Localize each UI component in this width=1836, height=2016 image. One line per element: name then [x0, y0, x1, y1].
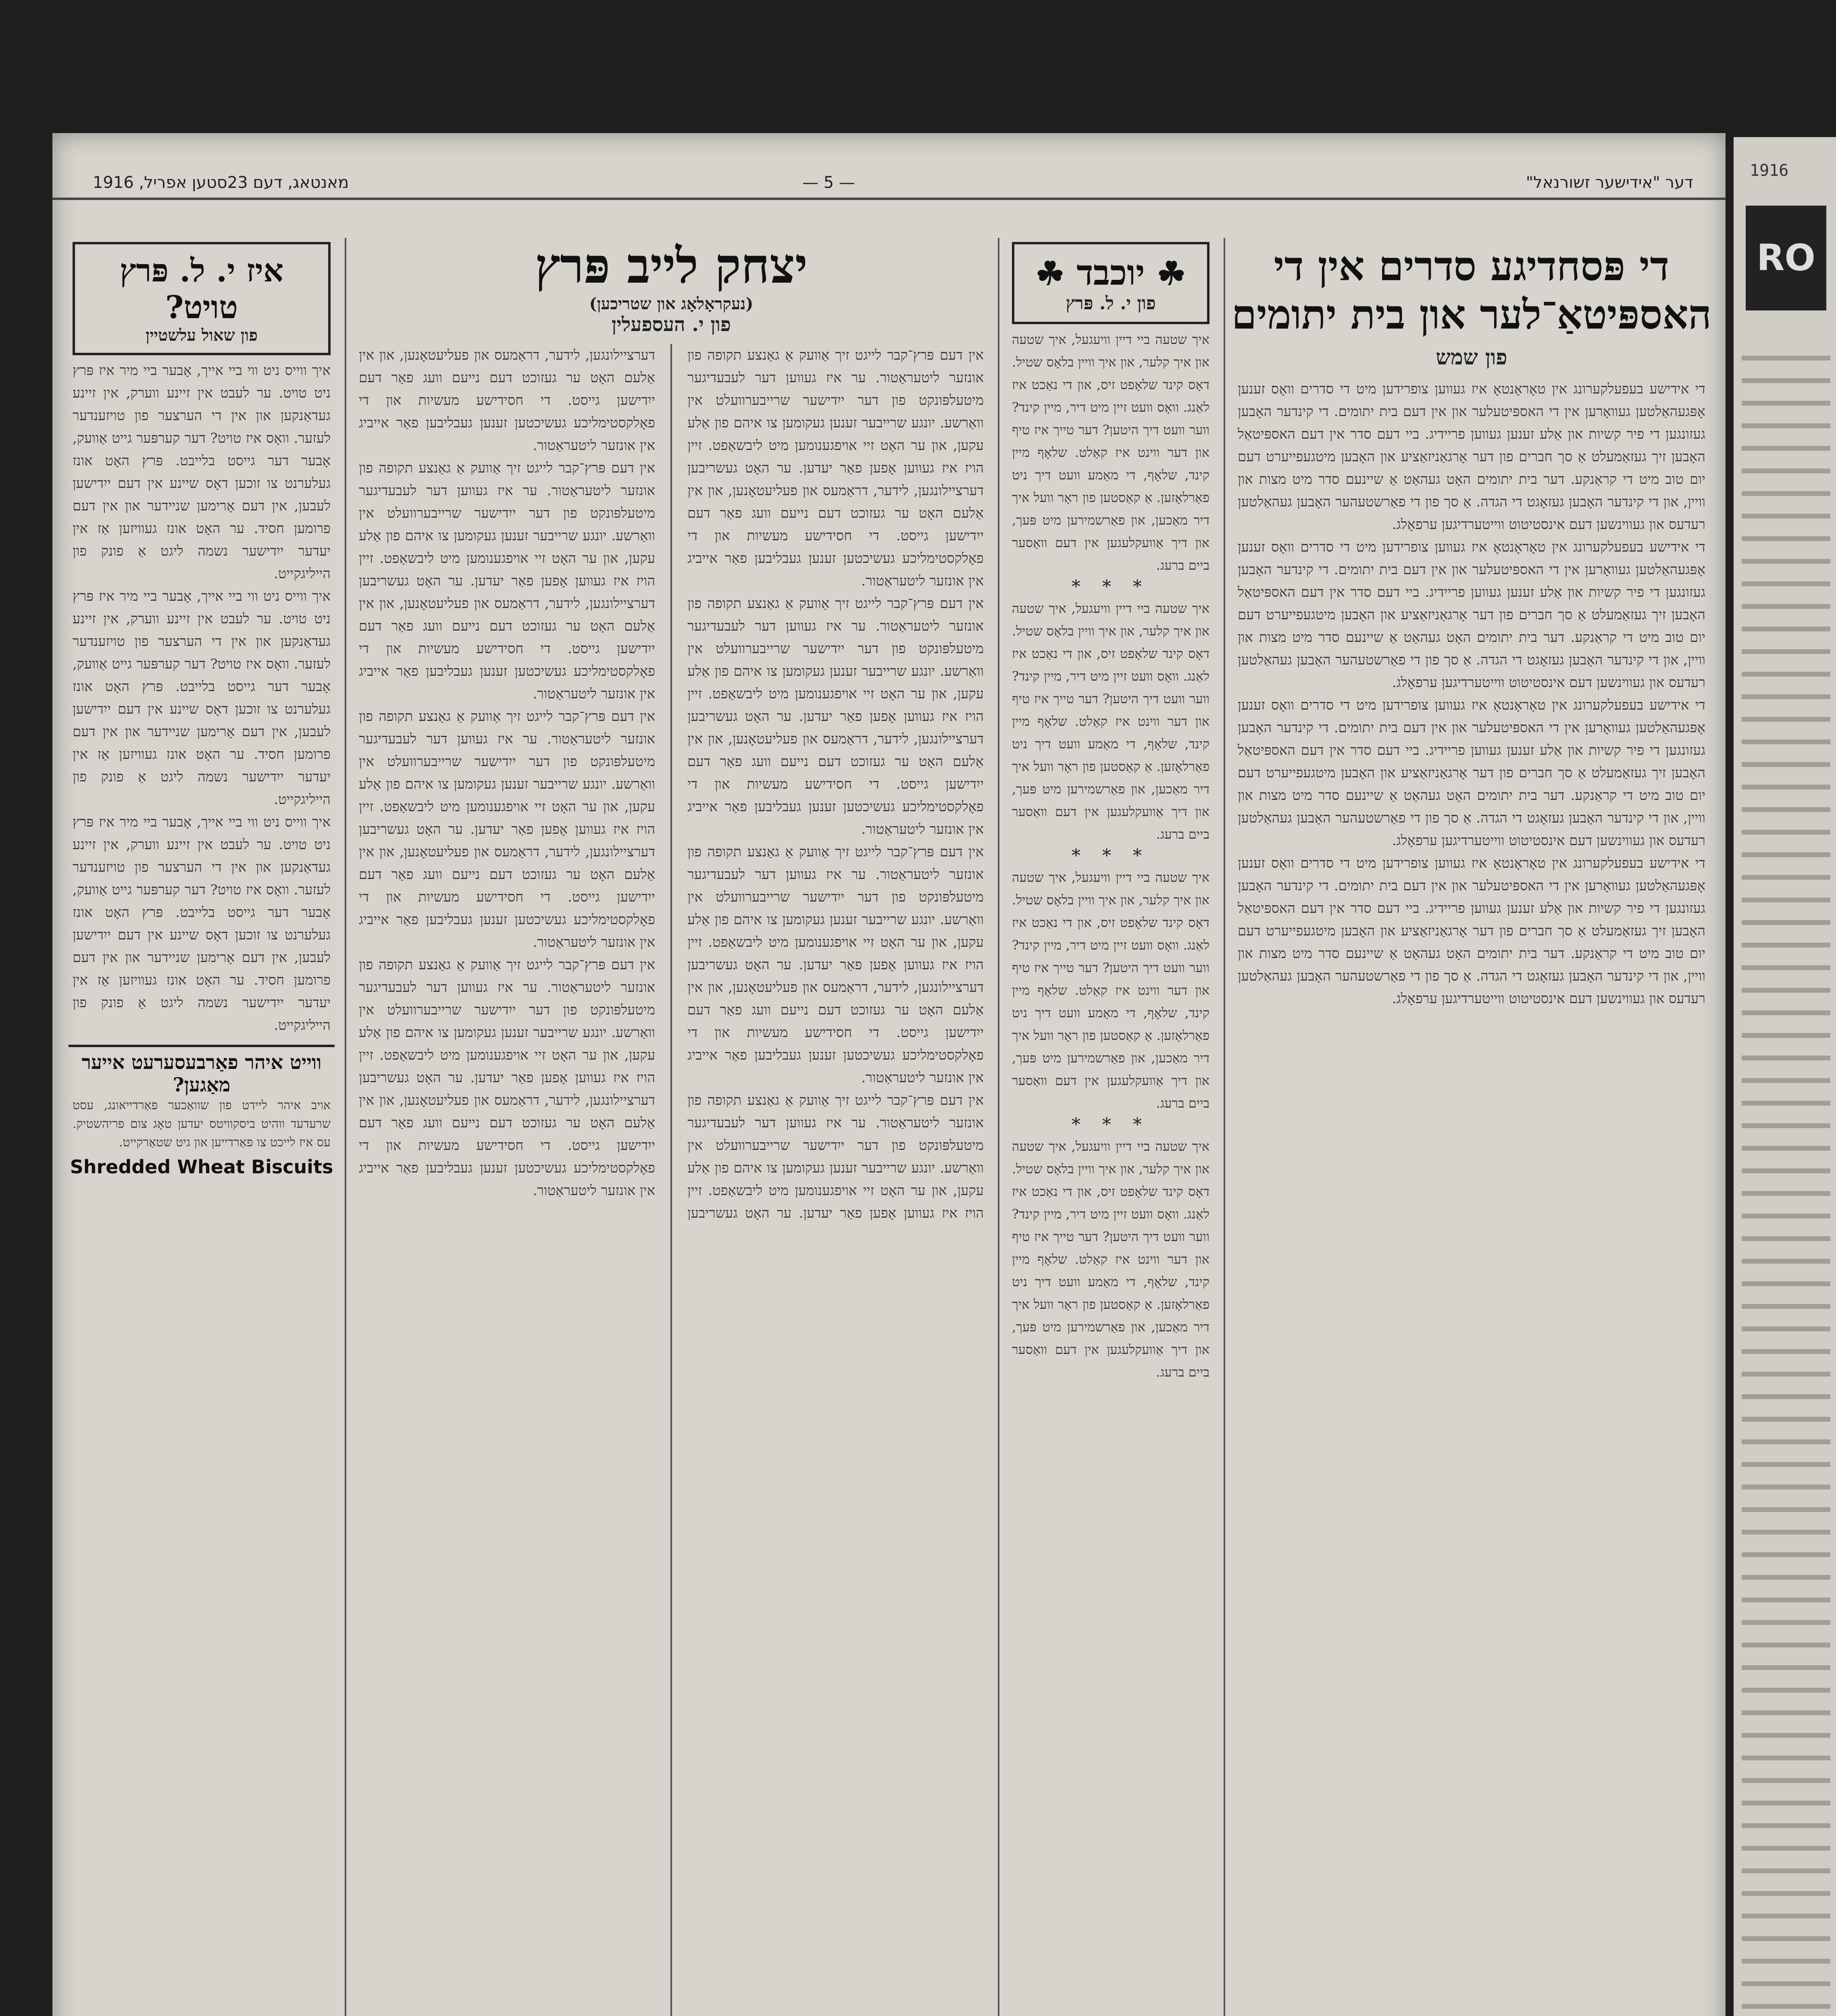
newspaper-page	[52, 133, 1726, 2016]
header-paper-name: דער "אידישער זשורנאל"	[1526, 173, 1693, 192]
article-body-continued-2: איך ווייס ניט ווי ביי אייך, אָבער ביי מיר איז פּרץ ניט טויט. ער לעבט אין זיינע ווערק, אין זיינע געדאַנקען און אין די הערצער פון טויזענדער לעזער. וואָס איז טויט? דער קערפּער גייט אַוועק, אָבער דער גייסט בלייבט. פּרץ האָט אונז געלערנט צו זוכען דאָס שיינע אין דעם ייִדישען לעבען, אין דעם אָרימען שניידער און אין דעם פרומען חסיד. ער האָט אונז געוויזען אַז אין יעדער ייִדישער נשמה ליגט אַ פונק פון הייליגקייט.	[73, 814, 331, 1033]
obituary-body-continued-2: אין דעם פּרץ־קבר לייגט זיך אַוועק אַ גאַנצע תקופה פון אונזער ליטעראַטור. ער איז געווען דער לעבעדיגער מיטעלפּונקט פון דער ייִדישער שרייבערוועלט אין וואַרשע. יונגע שרייבער זענען געקומען צו איהם פון אַלע עקען, און ער האָט זיי אויפגענומען מיט ליבשאַפט. זיין הויז איז געווען אָפען פאַר יעדען. ער האָט געשריבען דערציילונגען, לידער, דראַמעס און פעליעטאָנען, און אין אַלעם האָט ער געזוכט דעם נייעם וועג פאַר דעם ייִדישען גייסט. די חסידישע מעשיות און די פאָלקסטימליכע געשיכטען זענען געבליבען פאַר אייביג אין אונזער ליטעראַטור.	[687, 844, 984, 1086]
article-seders-body-continued: די אידישע בעפעלקערונג אין טאָראָנטאָ איז געווען צופרידען מיט די סדרים וואָס זענען אָפּגעהאַלטען געוואָרען אין די האספּיטעלער און אין דעם בית יתומים. די קינדער האָבען געזונגען די פיר קשיות און אַלע זענען געווען פריידיג. ביי דעם סדר אין דעם האספּיטאַל האָבען זיך געזאַמעלט אַ סך חברים פון דער אָרגאַניזאַציע און האָבען מיטגעפייערט דעם יום טוב מיט די קראַנקע. דער בית יתומים האָט געהאַט אַ שיינעם סדר מיט מצות און וויין, און די קינדער האָבען געזאָגט די הגדה. אַ סך פון די פאַרשטעהער האָבען געהאַלטען רעדעס און געווינשען דעם אינסטיטוט ווייטערדיגען ערפאָלג.	[1238, 539, 1705, 691]
stanza-divider: * * *	[1072, 577, 1150, 597]
article-title-box	[73, 242, 331, 355]
article-seders-body-continued-3: די אידישע בעפעלקערונג אין טאָראָנטאָ איז געווען צופרידען מיט די סדרים וואָס זענען אָפּגעהאַלטען געוואָרען אין די האספּיטעלער און אין דעם בית יתומים. די קינדער האָבען געזונגען די פיר קשיות און אַלע זענען געווען פריידיג. ביי דעם סדר אין דעם האספּיטאַל האָבען זיך געזאַמעלט אַ סך חברים פון דער אָרגאַניזאַציע און האָבען מיטגעפייערט דעם יום טוב מיט די קראַנקע. דער בית יתומים האָט געהאַט אַ שיינעם סדר מיט מצות און וויין, און די קינדער האָבען געזאָגט די הגדה. אַ סך פון די פאַרשטעהער האָבען געהאַלטען רעדעס און געווינשען דעם אינסטיטוט ווייטערדיגען ערפאָלג.	[1238, 855, 1705, 1007]
header-date: מאנטאג, דעם 23סטען אפריל, 1916	[93, 173, 349, 192]
stanza-divider: * * *	[1072, 846, 1150, 866]
article-byline: פון שאול עלשטיין	[146, 326, 258, 345]
poem-title-text: יוכבד	[1076, 252, 1145, 293]
poem-body: איך שטעה ביי דיין וויעגעל, איך שטעה און איך קלער, און איך וויין בלאָס שטיל. דאָס קינד שלאָפט זיס, און די נאַכט איז לאַנג. וואָס וועט זיין מיט דיר, מיין קינד? ווער וועט דיך היטען? דער טייך איז טיף און דער ווינט איז קאַלט. שלאָף מיין קינד, שלאָף, די מאַמע וועט דיך ניט פאַרלאָזען. אַ קאַסטען פון ראָר וועל איך דיר מאַכען, און פאַרשמירען מיט פּעך, און דיך אַוועקלעגען אין דעם וואַסער ביים ברעג.	[1012, 332, 1209, 573]
header-page-number: — 5 —	[802, 173, 855, 192]
article-seders-body: די אידישע בעפעלקערונג אין טאָראָנטאָ איז געווען צופרידען מיט די סדרים וואָס זענען אָפּגעהאַלטען געוואָרען אין די האספּיטעלער און אין דעם בית יתומים. די קינדער האָבען געזונגען די פיר קשיות און אַלע זענען געווען פריידיג. ביי דעם סדר אין דעם האספּיטאַל האָבען זיך געזאַמעלט אַ סך חברים פון דער אָרגאַניזאַציע און האָבען מיטגעפייערט דעם יום טוב מיט די קראַנקע. דער בית יתומים האָט געהאַט אַ שיינעם סדר מיט מצות און וויין, און די קינדער האָבען געזאָגט די הגדה. אַ סך פון די פאַרשטעהער האָבען געהאַלטען רעדעס און געווינשען דעם אינסטיטוט ווייטערדיגען ערפאָלג.	[1238, 381, 1705, 533]
article-body: איך ווייס ניט ווי ביי אייך, אָבער ביי מיר איז פּרץ ניט טויט. ער לעבט אין זיינע ווערק, אין זיינע געדאַנקען און אין די הערצער פון טויזענדער לעזער. וואָס איז טויט? דער קערפּער גייט אַוועק, אָבער דער גייסט בלייבט. פּרץ האָט אונז געלערנט צו זוכען דאָס שיינע אין דעם ייִדישען לעבען, אין דעם אָרימען שניידער און אין דעם פרומען חסיד. ער האָט אונז געוויזען אַז אין יעדער ייִדישער נשמה ליגט אַ פונק פון הייליגקייט.	[73, 362, 331, 582]
obituary-body-continued-5: אין דעם פּרץ־קבר לייגט זיך אַוועק אַ גאַנצע תקופה פון אונזער ליטעראַטור. ער איז געווען דער לעבעדיגער מיטעלפּונקט פון דער ייִדישער שרייבערוועלט אין וואַרשע. יונגע שרייבער זענען געקומען צו איהם פון אַלע עקען, און ער האָט זיי אויפגענומען מיט ליבשאַפט. זיין הויז איז געווען אָפען פאַר יעדען. ער האָט געשריבען דערציילונגען, לידער, דראַמעס און פעליעטאָנען, און אין אַלעם האָט ער געזוכט דעם נייעם וועג פאַר דעם ייִדישען גייסט. די חסידישע מעשיות און די פאָלקסטימליכע געשיכטען זענען געבליבען פאַר אייביג אין אונזער ליטעראַטור.	[359, 708, 655, 950]
poem-byline: פון י. ל. פּרץ	[1066, 293, 1156, 314]
cereal-ad-heading: ווייט איהר פאַרבעסערעט אייער מאַגען?	[81, 1051, 322, 1096]
obituary-body-continued-6: אין דעם פּרץ־קבר לייגט זיך אַוועק אַ גאַנצע תקופה פון אונזער ליטעראַטור. ער איז געווען דער לעבעדיגער מיטעלפּונקט פון דער ייִדישער שרייבערוועלט אין וואַרשע. יונגע שרייבער זענען געקומען צו איהם פון אַלע עקען, און ער האָט זיי אויפגענומען מיט ליבשאַפט. זיין הויז איז געווען אָפען פאַר יעדען. ער האָט געשריבען דערציילונגען, לידער, דראַמעס און פעליעטאָנען, און אין אַלעם האָט ער געזוכט דעם נייעם וועג פאַר דעם ייִדישען גייסט. די חסידישע מעשיות און די פאָלקסטימליכע געשיכטען זענען געבליבען פאַר אייביג אין אונזער ליטעראַטור.	[359, 957, 655, 1199]
poem-yocheved	[1004, 238, 1218, 2016]
page-header	[52, 165, 1726, 200]
poem-body-continued-3: איך שטעה ביי דיין וויעגעל, איך שטעה און איך קלער, און איך וויין בלאָס שטיל. דאָס קינד שלאָפט זיס, און די נאַכט איז לאַנג. וואָס וועט זיין מיט דיר, מיין קינד? ווער וועט דיך היטען? דער טייך איז טיף און דער ווינט איז קאַלט. שלאָף מיין קינד, שלאָף, די מאַמע וועט דיך ניט פאַרלאָזען. אַ קאַסטען פון ראָר וועל איך דיר מאַכען, און פאַרשמירען מיט פּעך, און דיך אַוועקלעגען אין דעם וואַסער ביים ברעג.	[1012, 1139, 1209, 1380]
obituary-body-continued-3: אין דעם פּרץ־קבר לייגט זיך אַוועק אַ גאַנצע תקופה פון אונזער ליטעראַטור. ער איז געווען דער לעבעדיגער מיטעלפּונקט פון דער ייִדישער שרייבערוועלט אין וואַרשע. יונגע שרייבער זענען געקומען צו איהם פון אַלע עקען, און ער האָט זיי אויפגענומען מיט ליבשאַפט. זיין הויז איז געווען אָפען פאַר יעדען. ער האָט געשריבען דערציילונגען, לידער, דראַמעס און פעליעטאָנען, און אין אַלעם האָט ער געזוכט דעם נייעם וועג פאַר דעם ייִדישען גייסט. די חסידישע מעשיות און די פאָלקסטימליכע געשיכטען זענען געבליבען פאַר אייביג אין אונזער ליטעראַטור.	[359, 347, 984, 1221]
cereal-ad-body: אויב איהר ליידט פון שוואַכער פאַרדייאונג, עסט שרעדעד ווהיט ביסקוויטס יעדען טאָג צום פריהשטיק. עס איז לייכט צו פאַרדייען און גיט שטאַרקייט.	[73, 1098, 331, 1150]
stanza-divider: * * *	[1072, 1114, 1150, 1135]
article-seders-title: די פּסחדיגע סדרים אין די האספּיטאַ־לער און בית יתומים	[1231, 242, 1712, 338]
clover-ornament-icon: ☘	[1035, 254, 1065, 292]
article-title: איז י. ל. פּרץ טויט?	[119, 252, 284, 326]
obituary-body-continued-4: אין דעם פּרץ־קבר לייגט זיך אַוועק אַ גאַנצע תקופה פון אונזער ליטעראַטור. ער איז געווען דער לעבעדיגער מיטעלפּונקט פון דער ייִדישער שרייבערוועלט אין וואַרשע. יונגע שרייבער זענען געקומען צו איהם פון אַלע עקען, און ער האָט זיי אויפגענומען מיט ליבשאַפט. זיין הויז איז געווען אָפען פאַר יעדען. ער האָט געשריבען דערציילונגען, לידער, דראַמעס און פעליעטאָנען, און אין אַלעם האָט ער געזוכט דעם נייעם וועג פאַר דעם ייִדישען גייסט. די חסידישע מעשיות און די פאָלקסטימליכע געשיכטען זענען געבליבען פאַר אייביג אין אונזער ליטעראַטור.	[359, 460, 655, 702]
obituary-byline: פון י. העספעלין	[612, 313, 731, 336]
obituary-body-continued: אין דעם פּרץ־קבר לייגט זיך אַוועק אַ גאַנצע תקופה פון אונזער ליטעראַטור. ער איז געווען דער לעבעדיגער מיטעלפּונקט פון דער ייִדישער שרייבערוועלט אין וואַרשע. יונגע שרייבער זענען געקומען צו איהם פון אַלע עקען, און ער האָט זיי אויפגענומען מיט ליבשאַפט. זיין הויז איז געווען אָפען פאַר יעדען. ער האָט געשריבען דערציילונגען, לידער, דראַמעס און פעליעטאָנען, און אין אַלעם האָט ער געזוכט דעם נייעם וועג פאַר דעם ייִדישען גייסט. די חסידישע מעשיות און די פאָלקסטימליכע געשיכטען זענען געבליבען פאַר אייביג אין אונזער ליטעראַטור.	[687, 596, 984, 837]
article-is-peretz-dead	[65, 238, 339, 2016]
obituary-subtitle: (נעקראָלאָג און שטריכען)	[589, 294, 754, 313]
obituary-columns	[351, 344, 992, 2016]
poem-title	[1018, 252, 1203, 293]
ad-divider	[69, 1045, 335, 1047]
poem-title-box	[1012, 242, 1209, 324]
clover-ornament-icon: ☘	[1157, 254, 1186, 292]
column-rule	[1224, 238, 1225, 2016]
article-seders-body-continued-2: די אידישע בעפעלקערונג אין טאָראָנטאָ איז געווען צופרידען מיט די סדרים וואָס זענען אָפּגעהאַלטען געוואָרען אין די האספּיטעלער און אין דעם בית יתומים. די קינדער האָבען געזונגען די פיר קשיות און אַלע זענען געווען פריידיג. ביי דעם סדר אין דעם האספּיטאַל האָבען זיך געזאַמעלט אַ סך חברים פון דער אָרגאַניזאַציע און האָבען מיטגעפייערט דעם יום טוב מיט די קראַנקע. דער בית יתומים האָט געהאַט אַ שיינעם סדר מיט מצות און וויין, און די קינדער האָבען געזאָגט די הגדה. אַ סך פון די פאַרשטעהער האָבען געהאַלטען רעדעס און געווינשען דעם אינסטיטוט ווייטערדיגען ערפאָלג.	[1238, 697, 1705, 849]
poem-body-continued-2: איך שטעה ביי דיין וויעגעל, איך שטעה און איך קלער, און איך וויין בלאָס שטיל. דאָס קינד שלאָפט זיס, און די נאַכט איז לאַנג. וואָס וועט זיין מיט דיר, מיין קינד? ווער וועט דיך היטען? דער טייך איז טיף און דער ווינט איז קאַלט. שלאָף מיין קינד, שלאָף, די מאַמע וועט דיך ניט פאַרלאָזען. אַ קאַסטען פון ראָר וועל איך דיר מאַכען, און פאַרשמירען מיט פּעך, און דיך אַוועקלעגען אין דעם וואַסער ביים ברעג.	[1012, 870, 1209, 1111]
article-seders-byline: פון שמש	[1436, 345, 1507, 370]
article-peretz-obituary	[351, 238, 992, 2016]
obituary-title: יצחק לייב פּרץ	[535, 238, 808, 294]
poem-body-continued: איך שטעה ביי דיין וויעגעל, איך שטעה און איך קלער, און איך וויין בלאָס שטיל. דאָס קינד שלאָפט זיס, און די נאַכט איז לאַנג. וואָס וועט זיין מיט דיר, מיין קינד? ווער וועט דיך היטען? דער טייך איז טיף און דער ווינט איז קאַלט. שלאָף מיין קינד, שלאָף, די מאַמע וועט דיך ניט פאַרלאָזען. אַ קאַסטען פון ראָר וועל איך דיר מאַכען, און פאַרשמירען מיט פּעך, און דיך אַוועקלעגען אין דעם וואַסער ביים ברעג.	[1012, 601, 1209, 842]
adjacent-page-date: 1916	[1750, 161, 1789, 180]
adjacent-page-text	[1742, 347, 1830, 2016]
column-rule	[345, 238, 346, 2016]
column-rule	[998, 238, 999, 2016]
article-body-continued: איך ווייס ניט ווי ביי אייך, אָבער ביי מיר איז פּרץ ניט טויט. ער לעבט אין זיינע ווערק, אין זיינע געדאַנקען און אין די הערצער פון טויזענדער לעזער. וואָס איז טויט? דער קערפּער גייט אַוועק, אָבער דער גייסט בלייבט. פּרץ האָט אונז געלערנט צו זוכען דאָס שיינע אין דעם ייִדישען לעבען, אין דעם אָרימען שניידער און אין דעם פרומען חסיד. ער האָט אונז געוויזען אַז אין יעדער ייִדישער נשמה ליגט אַ פונק פון הייליגקייט.	[73, 588, 331, 808]
obituary-body: אין דעם פּרץ־קבר לייגט זיך אַוועק אַ גאַנצע תקופה פון אונזער ליטעראַטור. ער איז געווען דער לעבעדיגער מיטעלפּונקט פון דער ייִדישער שרייבערוועלט אין וואַרשע. יונגע שרייבער זענען געקומען צו איהם פון אַלע עקען, און ער האָט זיי אויפגענומען מיט ליבשאַפט. זיין הויז איז געווען אָפען פאַר יעדען. ער האָט געשריבען דערציילונגען, לידער, דראַמעס און פעליעטאָנען, און אין אַלעם האָט ער געזוכט דעם נייעם וועג פאַר דעם ייִדישען גייסט. די חסידישע מעשיות און די פאָלקסטימליכע געשיכטען זענען געבליבען פאַר אייביג אין אונזער ליטעראַטור.	[687, 347, 984, 589]
adjacent-page-edge	[1734, 137, 1836, 2016]
cereal-ad-brand: Shredded Wheat Biscuits	[70, 1156, 333, 1178]
article-seders	[1230, 238, 1713, 2016]
adjacent-page-ad: RO	[1746, 206, 1826, 310]
